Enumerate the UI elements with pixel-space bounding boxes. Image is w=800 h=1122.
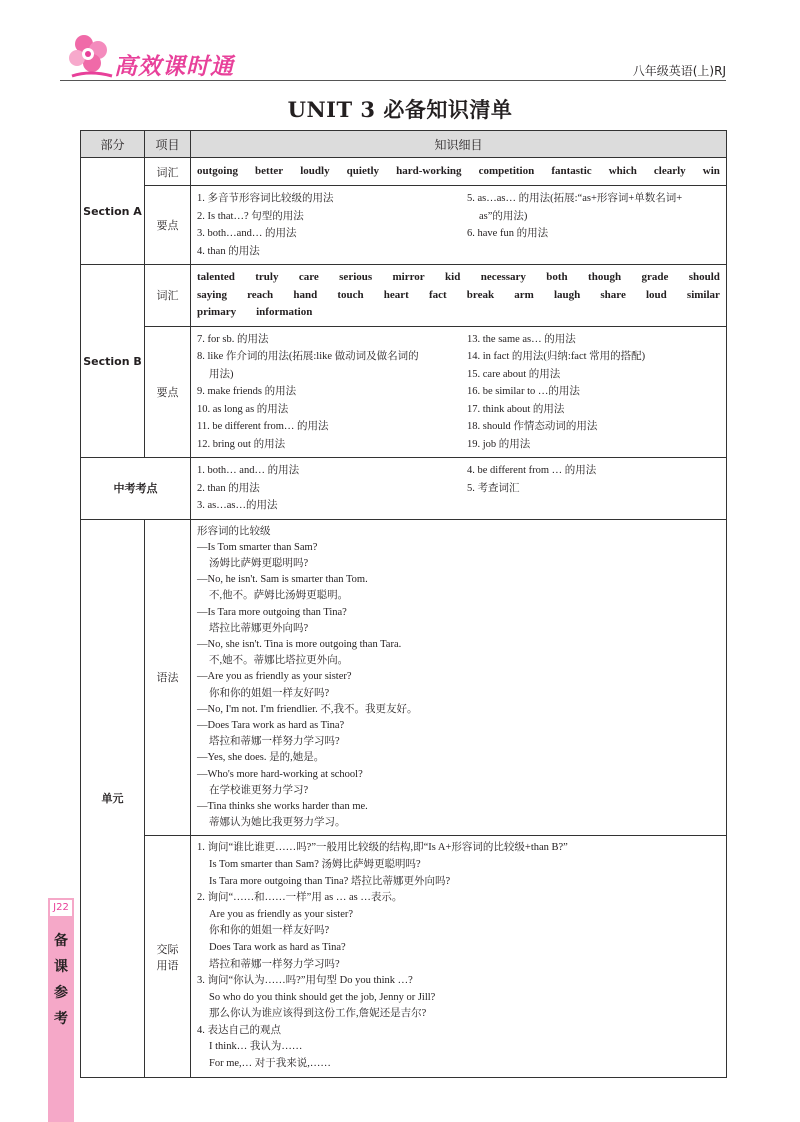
- list-item: 塔拉和蒂娜一样努力学习吗?: [209, 736, 340, 748]
- vocab-word: similar: [686, 288, 720, 301]
- vocab-word: kid: [445, 271, 461, 283]
- list-item: —Are you as friendly as your sister?: [197, 671, 352, 683]
- list-item: 蒂娜认为她比我更努力学习。: [209, 817, 346, 829]
- exam-label: 中考考点: [81, 458, 191, 520]
- vocab-word: primary: [197, 306, 237, 318]
- section-a-vocab-row: [81, 158, 727, 186]
- header-item: 项目: [145, 131, 191, 158]
- section-a-vocab: [191, 158, 727, 186]
- list-item: 8. like 作介词的用法(拓展:like 做动词及做名词的: [197, 351, 419, 362]
- list-item: 5. as…as… 的用法(拓展:“as+形容词+单数名词+: [467, 193, 683, 204]
- page-tag: J22: [50, 900, 72, 916]
- list-item: 你和你的姐姐一样友好吗?: [209, 925, 330, 937]
- vocab-word: saying: [197, 288, 227, 301]
- exam-row: [81, 458, 727, 520]
- communication-content: [191, 836, 727, 1077]
- section-a-vocab-label: 词汇: [145, 158, 191, 186]
- list-item: 2. 询问“……和……一样”用 as … as …表示。: [197, 892, 403, 904]
- vocab-word: fact: [428, 288, 447, 301]
- list-item: 11. be different from… 的用法: [197, 421, 329, 432]
- section-b-points-label: 要点: [145, 326, 191, 458]
- vocab-word: laugh: [553, 288, 581, 301]
- list-item: 14. in fact 的用法(归纳:fact 常用的搭配): [467, 351, 646, 362]
- list-item: 15. care about 的用法: [467, 368, 561, 380]
- header-details: 知识细目: [191, 131, 727, 158]
- list-item: 9. make friends 的用法: [197, 386, 297, 397]
- list-item: 2. Is that…? 句型的用法: [197, 210, 304, 222]
- vocab-word: fantastic: [551, 164, 592, 177]
- communication-label-line1: 交际: [156, 942, 179, 956]
- vocab-word: which: [608, 164, 637, 177]
- list-item: Is Tom smarter than Sam? 汤姆比萨姆更聪明吗?: [209, 858, 421, 870]
- list-item: —Does Tara work as hard as Tina?: [197, 719, 345, 731]
- section-b-vocab-row: [81, 265, 727, 327]
- vocab-word: though: [588, 271, 622, 283]
- side-char: 备: [54, 933, 68, 949]
- section-b-points: [191, 326, 727, 458]
- list-item: 形容词的比较级: [197, 525, 271, 537]
- list-item: —Who's more hard-working at school?: [197, 768, 363, 780]
- list-item: 那么你认为谁应该得到这份工作,詹妮还是吉尔?: [209, 1008, 427, 1020]
- vocab-word: better: [255, 164, 284, 177]
- knowledge-table: [80, 130, 727, 1078]
- list-item: —No, I'm not. I'm friendlier. 不,我不。我更友好。: [197, 703, 418, 715]
- list-item: 16. be similar to …的用法: [467, 386, 580, 397]
- vocab-word: share: [600, 288, 626, 301]
- list-item: 4. than 的用法: [197, 245, 260, 257]
- vocab-word: outgoing: [197, 164, 238, 177]
- unit-grammar-row: [81, 519, 727, 836]
- list-item: 1. 询问“谁比谁更……吗?”一般用比较级的结构,即“Is A+形容词的比较级+than B?”: [197, 842, 568, 854]
- list-item: 3. both…and… 的用法: [197, 228, 297, 239]
- section-a-points-label: 要点: [145, 186, 191, 265]
- list-item: 塔拉比蒂娜更外向吗?: [209, 622, 309, 634]
- list-item: —Is Tara more outgoing than Tina?: [197, 606, 347, 618]
- vocab-word: quietly: [346, 164, 380, 177]
- vocab-word: heart: [383, 288, 409, 301]
- vocab-word: truly: [255, 271, 279, 283]
- vocab-word: serious: [339, 271, 373, 283]
- vocab-word: necessary: [480, 271, 526, 283]
- vocab-word: information: [256, 306, 313, 318]
- list-item: 2. than 的用法: [197, 482, 260, 494]
- exam-points: [191, 458, 727, 520]
- list-item: 1. both… and… 的用法: [197, 465, 300, 476]
- side-char: 考: [54, 1011, 68, 1027]
- page-title: UNIT 3 必备知识清单: [287, 97, 513, 122]
- list-item: Is Tara more outgoing than Tina? 塔拉比蒂娜更外向吗?: [209, 875, 451, 887]
- list-item: 3. as…as…的用法: [197, 500, 278, 511]
- list-item: as”的用法): [479, 210, 528, 222]
- list-item: 4. be different from … 的用法: [467, 465, 597, 476]
- grade-label: 八年级英语(上)RJ: [632, 64, 726, 78]
- section-b-label: Section B: [81, 265, 145, 458]
- list-item: Does Tara work as hard as Tina?: [209, 941, 346, 953]
- list-item: So who do you think should get the job, Jenny or Jill?: [209, 991, 436, 1003]
- list-item: 19. job 的用法: [467, 438, 531, 450]
- table-header-row: [81, 131, 727, 158]
- list-item: 7. for sb. 的用法: [197, 333, 269, 345]
- unit-label: 单元: [81, 519, 145, 1077]
- list-item: 18. should 作情态动词的用法: [467, 421, 598, 432]
- list-item: 10. as long as 的用法: [197, 403, 289, 415]
- vocab-word: arm: [514, 288, 534, 301]
- list-item: 塔拉和蒂娜一样努力学习吗?: [209, 958, 340, 970]
- header-divider: [60, 80, 726, 81]
- section-a-label: Section A: [81, 158, 145, 265]
- logo-text: 高效课时通: [114, 54, 234, 80]
- grammar-label: 语法: [145, 519, 191, 836]
- list-item: 用法): [209, 368, 234, 380]
- list-item: —Yes, she does. 是的,她是。: [197, 752, 325, 764]
- vocab-word: hand: [293, 288, 318, 301]
- side-char: 参: [54, 985, 68, 1001]
- communication-label: [145, 836, 191, 1077]
- side-label: [50, 928, 72, 1032]
- list-item: 6. have fun 的用法: [467, 228, 549, 239]
- vocab-word: hard-working: [396, 164, 462, 177]
- flower-logo-icon: [62, 30, 122, 90]
- list-item: I think… 我认为……: [209, 1041, 303, 1053]
- vocab-word: loud: [645, 288, 667, 301]
- logo: [62, 30, 262, 94]
- vocab-word: grade: [641, 271, 669, 283]
- list-item: —Is Tom smarter than Sam?: [197, 541, 318, 553]
- section-a-points-row: [81, 186, 727, 265]
- list-item: 3. 询问“你认为……吗?”用句型 Do you think …?: [197, 975, 413, 987]
- list-item: 不,她不。蒂娜比塔拉更外向。: [209, 655, 349, 667]
- list-item: —No, he isn't. Sam is smarter than Tom.: [197, 574, 368, 586]
- vocab-word: talented: [197, 271, 235, 283]
- unit-communication-row: [81, 836, 727, 1077]
- list-item: 在学校谁更努力学习?: [209, 784, 309, 796]
- vocab-word: mirror: [392, 271, 425, 283]
- section-a-points: [191, 186, 727, 265]
- list-item: 1. 多音节形容词比较级的用法: [197, 193, 334, 204]
- vocab-word: touch: [337, 288, 364, 301]
- list-item: For me,… 对于我来说,……: [209, 1058, 331, 1070]
- vocab-word: clearly: [653, 164, 686, 177]
- communication-label-line2: 用语: [156, 958, 179, 972]
- list-item: 你和你的姐姐一样友好吗?: [209, 687, 330, 699]
- section-b-vocab: [191, 265, 727, 327]
- list-item: —Tina thinks she works harder than me.: [197, 800, 368, 812]
- list-item: —No, she isn't. Tina is more outgoing than Tara.: [197, 638, 402, 650]
- vocab-word: both: [546, 271, 568, 283]
- list-item: 12. bring out 的用法: [197, 438, 286, 450]
- vocab-word: care: [298, 271, 319, 283]
- side-char: 课: [54, 959, 68, 975]
- section-b-points-row: [81, 326, 727, 458]
- list-item: Are you as friendly as your sister?: [209, 908, 354, 920]
- vocab-word: should: [688, 271, 720, 283]
- header-part: 部分: [81, 131, 145, 158]
- list-item: 不,他不。萨姆比汤姆更聪明。: [209, 590, 349, 602]
- list-item: 13. the same as… 的用法: [467, 333, 576, 345]
- list-item: 汤姆比萨姆更聪明吗?: [209, 557, 309, 569]
- section-b-vocab-label: 词汇: [145, 265, 191, 327]
- list-item: 4. 表达自己的观点: [197, 1024, 281, 1036]
- vocab-word: break: [466, 288, 495, 301]
- vocab-word: win: [702, 164, 720, 177]
- vocab-word: loudly: [300, 164, 330, 177]
- vocab-word: reach: [247, 288, 274, 301]
- list-item: 5. 考查词汇: [467, 482, 520, 494]
- grammar-content: [191, 519, 727, 836]
- vocab-word: competition: [478, 164, 535, 177]
- list-item: 17. think about 的用法: [467, 403, 565, 415]
